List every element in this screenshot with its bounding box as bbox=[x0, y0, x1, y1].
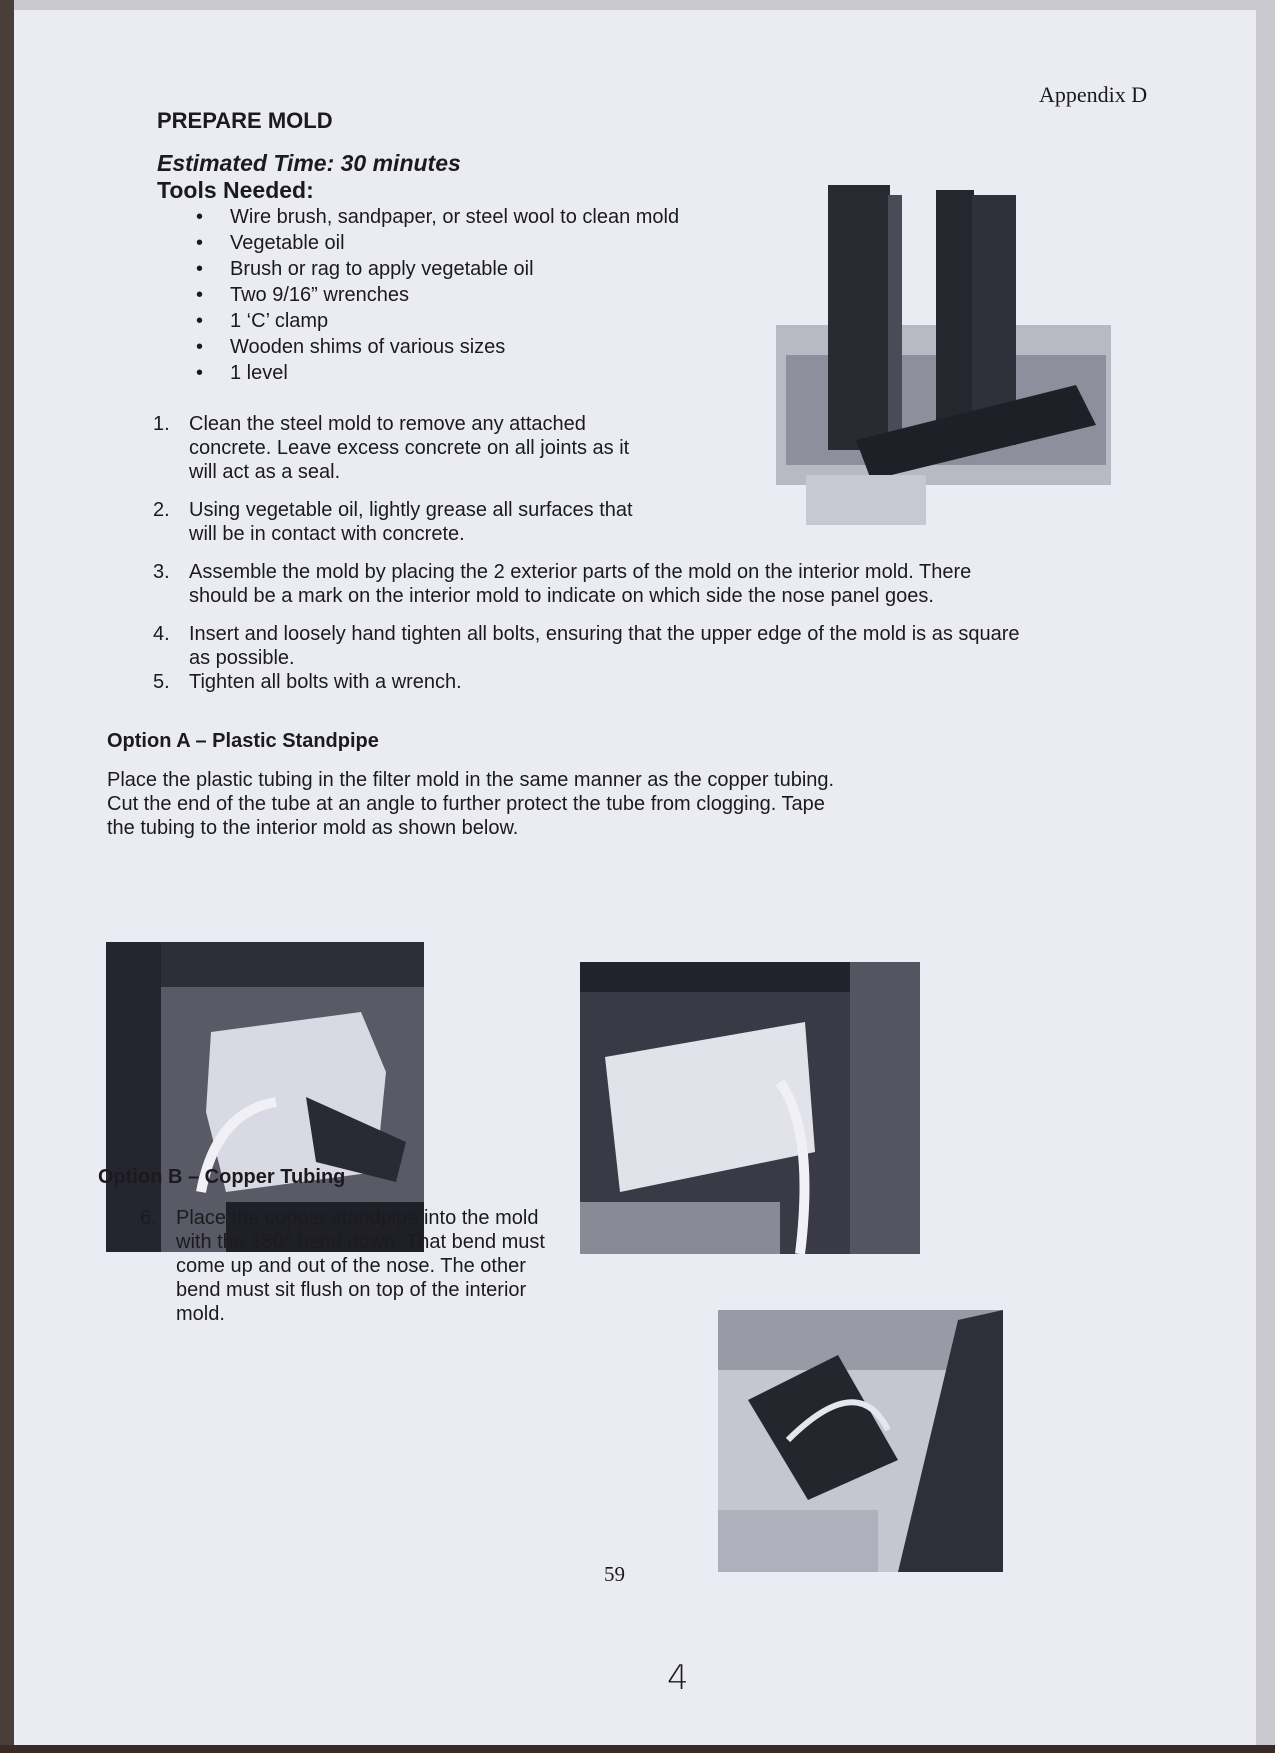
list-item: • 1 ‘C’ clamp bbox=[196, 310, 329, 332]
list-item: • Two 9/16” wrenches bbox=[196, 284, 409, 306]
step-1: 1. Clean the steel mold to remove any attached concrete. Leave excess concrete on all joints as it will act as a seal. bbox=[153, 413, 630, 483]
scan-border-bottom bbox=[0, 1745, 1275, 1753]
step-5: 5. Tighten all bolts with a wrench. bbox=[153, 671, 462, 693]
list-item: • Wire brush, sandpaper, or steel wool to clean mold bbox=[196, 206, 680, 228]
estimated-time: Estimated Time: 30 minutes bbox=[157, 150, 461, 176]
handwritten-page-number: 4 bbox=[667, 1658, 689, 1698]
option-b-heading: Option B – Copper Tubing bbox=[98, 1166, 346, 1188]
list-item: • Brush or rag to apply vegetable oil bbox=[196, 258, 534, 280]
mold-parts-photo bbox=[776, 185, 1111, 585]
appendix-label: Appendix D bbox=[1039, 82, 1148, 107]
step-6: 6. Place the copper standpipe into the mold with the 180° bend down. That bend must come up and out of the nose. The other bend must sit flush on top of the interior mold. bbox=[140, 1207, 545, 1325]
section-title: PREPARE MOLD bbox=[157, 108, 333, 133]
scan-border bbox=[0, 0, 14, 1753]
list-item: • Wooden shims of various sizes bbox=[196, 336, 506, 358]
tools-heading: Tools Needed: bbox=[157, 177, 314, 203]
document-page bbox=[14, 10, 1256, 1745]
page-number: 59 bbox=[604, 1562, 625, 1586]
step-2: 2. Using vegetable oil, lightly grease all surfaces that will be in contact with concrete. bbox=[153, 499, 633, 545]
copper-tubing-photo bbox=[718, 1310, 1003, 1572]
list-item: • Vegetable oil bbox=[196, 232, 345, 254]
plastic-standpipe-photo-2 bbox=[580, 962, 920, 1254]
option-a-text: Place the plastic tubing in the filter mold in the same manner as the copper tubing. Cut the end of the tube at an angle to further protect the tube from clogging. Tape the tubing to the interior mold as shown below. bbox=[107, 769, 835, 839]
tools-list bbox=[196, 204, 680, 386]
step-3: 3. Assemble the mold by placing the 2 exterior parts of the mold on the interior mold. There should be a mark on the interior mold to indicate on which side the nose panel goes. bbox=[153, 561, 972, 607]
option-a-heading: Option A – Plastic Standpipe bbox=[107, 730, 379, 752]
list-item: • 1 level bbox=[196, 362, 288, 384]
step-4: 4. Insert and loosely hand tighten all bolts, ensuring that the upper edge of the mold is as square as possible. bbox=[153, 623, 1020, 669]
